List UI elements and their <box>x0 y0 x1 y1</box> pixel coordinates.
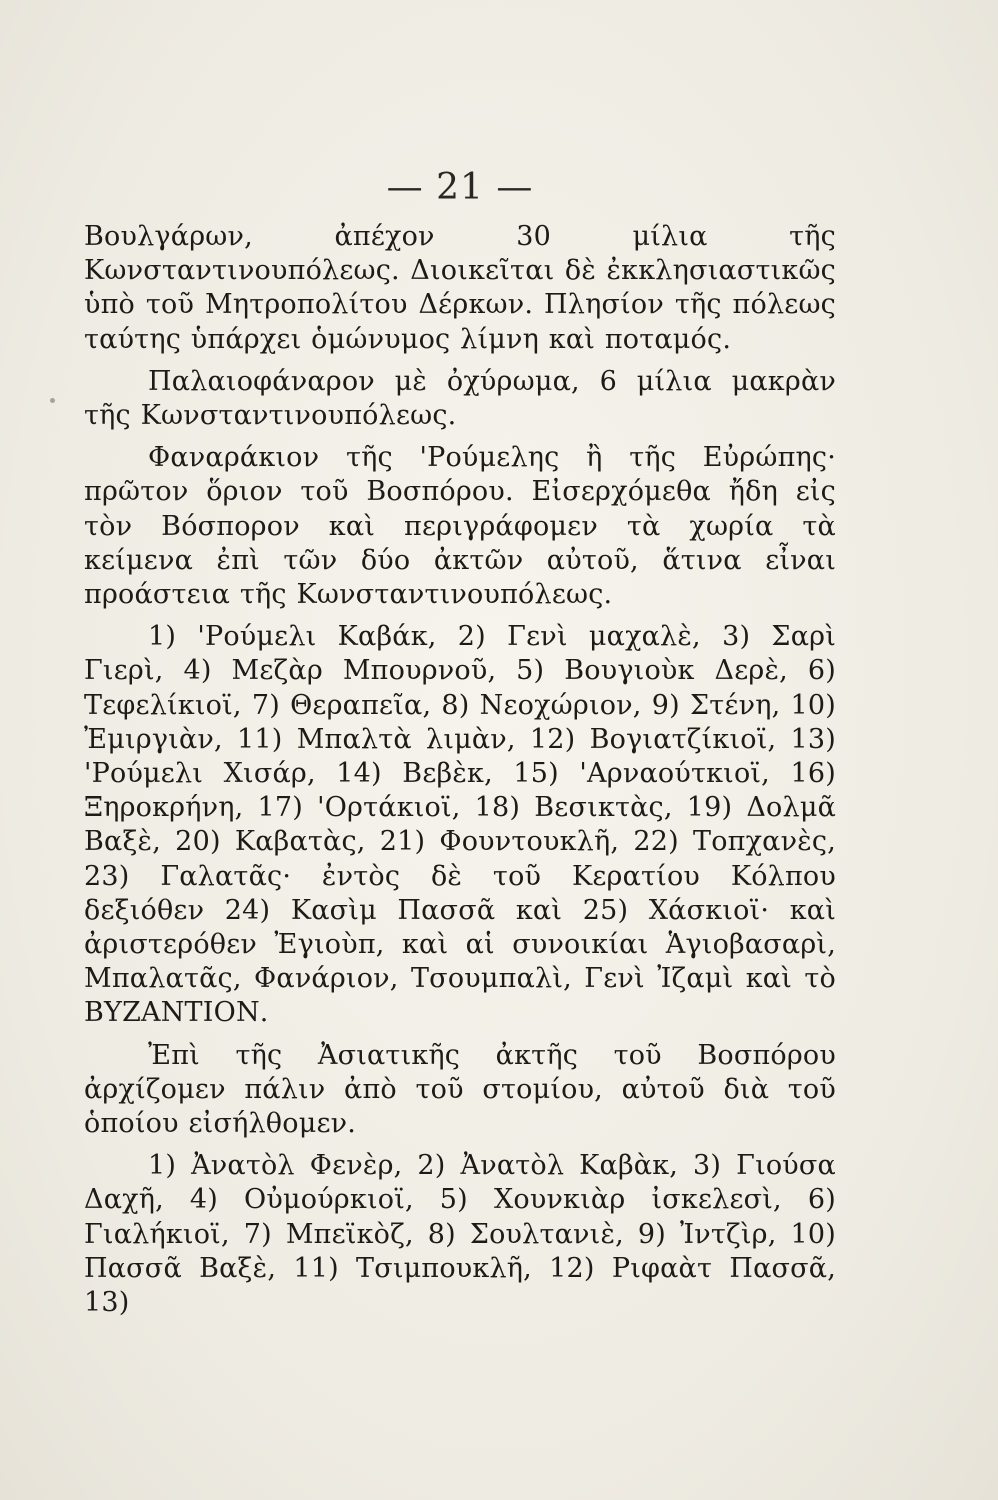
paragraph-gap <box>84 357 836 365</box>
paragraph-gap <box>84 1141 836 1149</box>
paragraph-bulgarian-town: Βουλγάρων, ἀπέχον 30 μίλια τῆς Κωνσταντινουπόλεως. Διοικεῖται δὲ ἐκκλησιαστικῶς ὑπὸ τοῦ Μητροπολίτου Δέρκων. Πλησίον τῆς πόλεως ταύτης ὑπάρχει ὁμώνυμος λίμνη καὶ ποταμός. <box>84 221 836 355</box>
paragraph-palaiofanaron: Παλαιοφάναρον μὲ ὀχύρωμα, 6 μίλια μακρὰν τῆς Κωνσταντινουπόλεως. <box>84 365 836 432</box>
book-page <box>84 168 836 1468</box>
paragraph-gap <box>84 433 836 441</box>
ink-speck <box>50 398 55 403</box>
paragraph-gap <box>84 612 836 620</box>
paragraph-asiatic-shore: Ἐπὶ τῆς Ἀσιατικῆς ἀκτῆς τοῦ Βοσπόρου ἀρχίζομεν πάλιν ἀπὸ τοῦ στομίου, αὐτοῦ διὰ τοῦ ὁποίου εἰσήλθομεν. <box>84 1039 836 1140</box>
paragraph-asiatic-villages: 1) Ἀνατὸλ Φενὲρ, 2) Ἀνατὸλ Καβὰκ, 3) Γιούσα Δαχῆ, 4) Οὐμούρκιοϊ, 5) Χουνκιὰρ ἰσκελεσὶ, 6) Γιαλήκιοϊ, 7) Μπεϊκὸζ, 8) Σουλτανιὲ, 9) Ἰντζὶρ, 10) Πασσᾶ Βαξὲ, 11) Τσιμπουκλῆ, 12) Ριφαὰτ Πασσᾶ, 13) <box>84 1150 836 1319</box>
paragraph-fanarakion: Φαναράκιον τῆς 'Ρούμελης ἢ τῆς Εὐρώπης· πρῶτον ὅριον τοῦ Βοσπόρου. Εἰσερχόμεθα ἤδη εἰς τὸν Βόσπορον καὶ περιγράφομεν τὰ χωρία τὰ κείμενα ἐπὶ τῶν δύο ἀκτῶν αὐτοῦ, ἅτινα εἶναι προάστεια τῆς Κωνσταντινουπόλεως. <box>84 442 836 611</box>
paragraph-european-villages: 1) 'Ρούμελι Καβάκ, 2) Γενὶ μαχαλὲ, 3) Σαρὶ Γιερὶ, 4) Μεζὰρ Μπουρνοῦ, 5) Βουγιοὺκ Δερὲ, 6) Τεφελίκιοϊ, 7) Θεραπεῖα, 8) Νεοχώριον, 9) Στένη, 10) Ἐμιργιὰν, 11) Μπαλτὰ λιμὰν, 12) Βογιατζίκιοϊ, 13) 'Ρούμελι Χισάρ, 14) Βεβὲκ, 15) 'Αρναούτκιοϊ, 16) Ξηροκρήνη, 17) 'Ορτάκιοϊ, 18) Βεσικτὰς, 19) Δολμᾶ Βαξὲ, 20) Καβατὰς, 21) Φουντουκλῆ, 22) Τοπχανὲς, 23) Γαλατᾶς· ἐντὸς δὲ τοῦ Κερατίου Κόλπου δεξιόθεν 24) Κασὶμ Πασσᾶ καὶ 25) Χάσκιοϊ· καὶ ἀριστερόθεν Ἐγιοὺπ, καὶ αἱ συνοικίαι Ἁγιοβασαρὶ, Μπαλατᾶς, Φανάριον, Τσουμπαλὶ, Γενὶ Ἰζαμὶ καὶ τὸ ΒΥΖΑΝΤΙΟΝ. <box>84 621 836 1029</box>
paragraph-gap <box>84 1031 836 1039</box>
page-number: — 21 — <box>386 167 534 208</box>
